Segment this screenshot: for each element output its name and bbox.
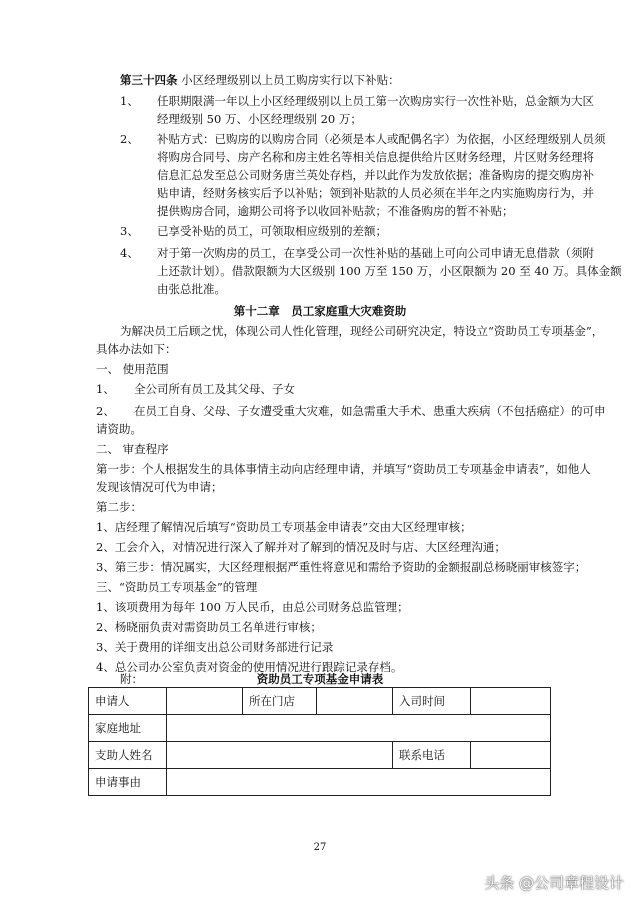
list-item: 在员工自身、父母、子女遭受重大灾难，如急需重大手术、患重大疾病（不包括癌症）的可申 <box>134 404 606 418</box>
list-item: 3、关于费用的详细支出总公司财务部进行记录 <box>96 640 334 654</box>
item-number: 3、 <box>120 224 139 238</box>
step-line: 第二步： <box>96 500 142 514</box>
item-line: 上还款计划）。借款限额为大区级别 100 万至 150 万，小区限额为 20 至 40 万。具体金额 <box>157 264 622 278</box>
item-number: 1、 <box>96 382 115 396</box>
payee-label: 支助人姓名 <box>89 742 167 769</box>
table-row <box>89 769 551 796</box>
article-34-intro: 小区经理级别以上员工购房实行以下补贴： <box>181 73 400 87</box>
item-number: 2、 <box>120 132 139 146</box>
step-line: 发现该情况可代为申请； <box>96 480 223 494</box>
chapter-intro-line: 为解决员工后顾之忧，体现公司人性化管理，现经公司研究决定，特设立“资助员工专项基金”， <box>120 324 604 338</box>
step-item: 3、第三步：情况属实，大区经理根据严重性将意见和需给予资助的金额报副总杨晓丽审核签字； <box>96 560 587 574</box>
applicant-label: 申请人 <box>89 688 167 715</box>
join-date-value[interactable] <box>471 688 551 715</box>
item-line: 任职期限满一年以上小区经理级别以上员工第一次购房实行一次性补贴，总金额为大区 <box>157 94 594 108</box>
section-heading: 三、“资助员工专项基金”的管理 <box>96 580 258 594</box>
address-value[interactable] <box>167 715 551 742</box>
page-number: 27 <box>313 842 327 853</box>
store-label: 所在门店 <box>243 688 317 715</box>
reason-value[interactable] <box>167 769 551 796</box>
address-label: 家庭地址 <box>89 715 167 742</box>
chapter-title: 第十二章 员工家庭重大灾难资助 <box>233 304 407 318</box>
list-item: 请资助。 <box>96 422 142 436</box>
table-row <box>89 715 551 742</box>
item-line: 将购房合同号、房产名称和房主姓名等相关信息提供给片区财务经理，片区财务经理将 <box>157 150 594 164</box>
item-number: 1、 <box>120 94 139 108</box>
item-line: 经理级别 50 万、小区经理级别 20 万； <box>157 112 362 126</box>
form-title: 资助员工专项基金申请表 <box>256 672 384 686</box>
item-line: 信息汇总发至总公司财务唐兰英处存档，并以此作为发放依据；准备购房的提交购房补 <box>157 168 594 182</box>
section-heading: 二、 审查程序 <box>96 442 169 456</box>
list-item: 1、该项费用为每年 100 万人民币，由总公司财务总监管理； <box>96 600 409 614</box>
table-row <box>89 688 551 715</box>
item-line: 贴申请，经财务核实后予以补贴；领到补贴款的人员必须在半年之内实施购房行为，并 <box>157 186 594 200</box>
item-number: 2、 <box>96 404 115 418</box>
section-heading: 一、 使用范围 <box>96 362 169 376</box>
appendix-label: 附： <box>120 672 143 686</box>
item-line: 提供购房合同，逾期公司将予以收回补贴款；不准备购房的暂不补贴； <box>157 204 514 218</box>
table-row <box>89 742 551 769</box>
phone-label: 联系电话 <box>393 742 471 769</box>
applicant-value[interactable] <box>167 688 243 715</box>
article-34-heading <box>120 72 400 88</box>
item-line: 由张总批准。 <box>157 282 226 296</box>
step-item: 2、工会介入，对情况进行深入了解并对了解到的情况及时与店、大区经理沟通； <box>96 540 506 554</box>
phone-value[interactable] <box>471 742 551 769</box>
list-item: 4、总公司办公室负责对资金的使用情况进行跟踪记录存档。 <box>96 660 403 674</box>
list-item: 全公司所有员工及其父母、子女 <box>134 382 295 396</box>
chapter-intro-line: 具体办法如下： <box>96 342 177 356</box>
payee-value[interactable] <box>167 742 393 769</box>
item-line: 对于第一次购房的员工，在享受公司一次性补贴的基础上可向公司申请无息借款（须附 <box>157 246 594 260</box>
item-line: 已享受补贴的员工，可领取相应级别的差额； <box>157 224 387 238</box>
list-item: 2、杨晓丽负责对需资助员工名单进行审核； <box>96 620 322 634</box>
step-item: 1、店经理了解情况后填写“资助员工专项基金申请表”交由大区经理审核； <box>96 520 472 534</box>
step-line: 第一步：个人根据发生的具体事情主动向店经理申请，并填写“资助员工专项基金申请表”，如他人 <box>96 462 591 476</box>
item-number: 4、 <box>120 246 139 260</box>
item-line: 补贴方式：已购房的以购房合同（必须是本人或配偶名字）为依据，小区经理级别人员须 <box>157 132 606 146</box>
application-form-table <box>88 687 551 796</box>
join-date-label: 入司时间 <box>393 688 471 715</box>
reason-label: 申请事由 <box>89 769 167 796</box>
watermark: 头条 @公司章程设计 <box>484 874 624 892</box>
store-value[interactable] <box>317 688 393 715</box>
article-34-title: 第三十四条 <box>120 73 178 87</box>
